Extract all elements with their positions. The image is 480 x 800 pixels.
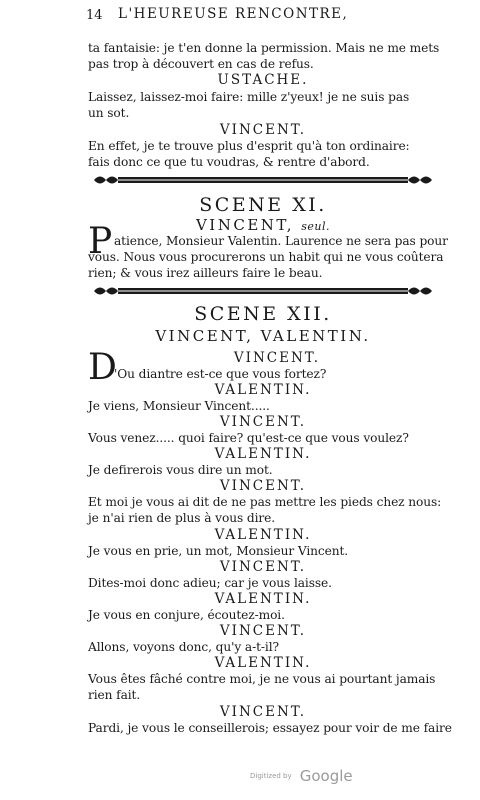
speaker-name: VINCENT. [219,478,307,494]
ornamental-divider [88,172,438,188]
digitized-watermark [250,766,353,786]
text-line: Je vous en prie, un mot, Monsieur Vincent. [88,544,349,558]
speaker-name: VINCENT. [233,350,321,366]
persons-note: seul. [301,220,331,233]
text-line: Je viens, Monsieur Vincent..... [88,399,270,413]
text-line: rien fait. [88,688,141,702]
speaker-name: USTACHE. [217,72,309,88]
text-line: Pardi, je vous le conseillerois; essayez pour voir de me faire [88,721,452,735]
text-line: Je defirerois vous dire un mot. [88,463,273,477]
text-line: un sot. [88,106,130,120]
text-line: atience, Monsieur Valentin. Laurence ne sera pas pour [114,234,448,248]
page-header [86,6,438,26]
scene-title: SCENE XII. [194,303,332,325]
text-line: Dites-moi donc adieu; car je vous laisse. [88,576,332,590]
speaker-name: VINCENT. [219,414,307,430]
speaker-name: VINCENT. [219,122,307,138]
text-line: Vous venez..... quoi faire? qu'est-ce que vous voulez? [88,431,409,445]
text-line: je n'ai rien de plus à vous dire. [88,511,275,525]
watermark-prefix: Digitized by [250,772,292,780]
text-line: 'Ou diantre est-ce que vous fortez? [114,367,327,381]
speaker-name: VINCENT. [219,623,307,639]
speaker-name: VALENTIN. [214,446,312,462]
text-line: Laissez, laissez-moi faire: mille z'yeux! je ne suis pas [88,90,410,104]
text-line: Allons, voyons donc, qu'y a-t-il? [88,640,279,654]
drop-cap: P [88,221,113,262]
page-number: 14 [86,8,103,23]
text-line: En effet, je te trouve plus d'esprit qu'à ton ordinaire: [88,139,410,153]
speaker-name: VALENTIN. [214,382,312,398]
persons-names: VINCENT, [195,216,294,234]
text-line: vous. Nous vous procurerons un habit qui ne vous coûtera [88,250,444,264]
text-line: Vous êtes fâché contre moi, je ne vous ai pourtant jamais [88,672,436,686]
speaker-name: VALENTIN. [214,591,312,607]
text-line: pas trop à découvert en cas de refus. [88,57,314,71]
ornamental-divider [88,283,438,299]
speaker-name: VINCENT. [219,704,307,720]
text-line: Et moi je vous ai dit de ne pas mettre les pieds chez nous: [88,495,442,509]
scene-persons: VINCENT, VALENTIN. [155,327,371,345]
text-line: fais donc ce que tu voudras, & rentre d'abord. [88,155,370,169]
text-line: ta fantaisie: je t'en donne la permission. Mais ne me mets [88,41,440,55]
speaker-name: VALENTIN. [214,527,312,543]
running-head: L'HEUREUSE RENCONTRE, [118,6,349,22]
watermark-brand: Google [299,767,353,785]
drop-cap: D [88,347,117,388]
text-line: rien; & vous irez ailleurs faire le beau. [88,266,323,280]
speaker-name: VALENTIN. [214,655,312,671]
text-line: Je vous en conjure, écoutez-moi. [88,608,285,622]
scene-title: SCENE XI. [199,194,327,216]
speaker-name: VINCENT. [219,559,307,575]
